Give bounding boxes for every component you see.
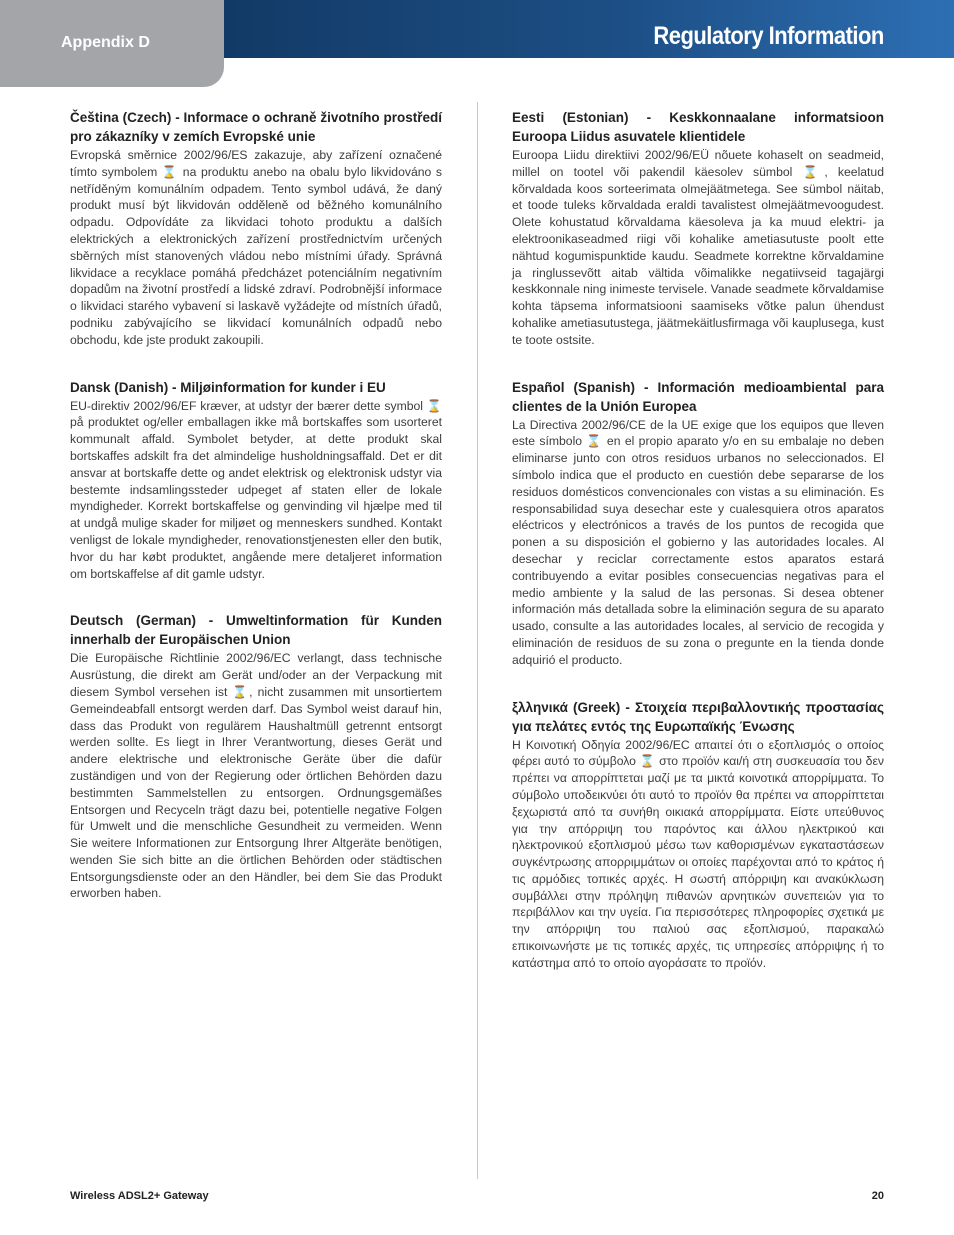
section-danish (70, 378, 442, 583)
section-body: Η Κοινοτική Οδηγία 2002/96/EC απαιτεί ότι ο εξοπλισμός ο οποίος φέρει αυτό το σύμβολο ⌛ στο προϊόν και/ή στη συσκευασία του δεν πρέπει να απορρίπτεται μαζί με τα μικτά κοινοτικά απορρίμματα. Το σύμβολο υποδεικνύει ότι αυτό το προϊόν θα πρέπει να απορρίπτεται ξεχωριστά από τα συνήθη οικιακά απορρίμματα. Είστε υπεύθυνος για την απόρριψη του παρόντος και άλλου ηλεκτρικού και ηλεκτρονικού εξοπλισμού μέσω των καθορισμένων εγκαταστάσεων συγκέντρωσης απορριμμάτων οι οποίες παρέχονται από το κράτος ή τις αρμόδιες τοπικές αρχές. Η σωστή απόρριψη και ανακύκλωση συμβάλλει στην πρόληψη πιθανών αρνητικών συνεπειών για το περιβάλλον και την υγεία. Για περισσότερες πληροφορίες σχετικά με την απόρριψη του παλιού σας εξοπλισμού, παρακαλώ επικοινωνήστε με τις τοπικές αρχές, τις υπηρεσίες απόρριψης ή το κατάστημα από το οποίο αγοράσατε το προϊόν. (512, 737, 884, 970)
section-greek (512, 698, 884, 972)
title-banner (224, 0, 954, 58)
section-heading: Deutsch (German) - Umweltinformation für Kunden innerhalb der Europäischen Union (70, 613, 442, 648)
section-estonian (512, 108, 884, 349)
section-heading: Eesti (Estonian) - Keskkonnaalane informatsioon Euroopa Liidus asuvatele klientidele (512, 110, 884, 144)
section-heading: Čeština (Czech) - Informace o ochraně životního prostředí pro zákazníky v zemích Evropské unie (70, 110, 442, 144)
section-spanish (512, 378, 884, 669)
left-column (70, 108, 442, 931)
section-german (70, 611, 442, 902)
section-body: Die Europäische Richtlinie 2002/96/EC verlangt, dass technische Ausrüstung, die direkt am Gerät und/oder an der Verpackung mit diesem Symbol versehen ist ⌛, nicht zusammen mit unsortiertem Gemeindeabfall entsorgt werden darf. Das Symbol weist darauf hin, dass das Produkt von regulärem Haushaltmüll getrennt entsorgt werden sollte. Es liegt in Ihrer Verantwortung, dieses Gerät und andere elektrische und elektronische Geräte über die dafür zuständigen und von der Regierung oder örtlichen Behörden dazu bestimmten Sammelstellen zu entsorgen. Ordnungsgemäßes Entsorgen und Recyceln trägt dazu bei, potentielle negative Folgen für Umwelt und die menschliche Gesundheit zu vermeiden. Wenn Sie weitere Informationen zur Entsorgung Ihrer Altgeräte benötigen, wenden Sie sich bitte an die örtlichen Behörden oder städtischen Entsorgungsdienste oder an den Händler, bei dem Sie das Produkt erworben haben. (70, 651, 442, 901)
section-heading: ξλληνικά (Greek) - Στοιχεία περιβαλλοντικής προστασίας για πελάτες εντός της Ευρωπαϊκής Ένωσης (512, 699, 884, 734)
page-title: Regulatory Information (653, 22, 884, 50)
section-body: Euroopa Liidu direktiivi 2002/96/EÜ nõuete kohaselt on seadmeid, millel on tootel või pakendil käesolev sümbol ⌛, keelatud kõrvaldada koos sorteerimata olmejäätmetega. See sümbol näitab, et toode tuleks kõrvaldada eraldi tavalistest olmejäätmevoogudest. Olete kohustatud kõrvaldama käesoleva ja ka muud elektri- ja elektroonikaseadmed riigi või kohalike ametiasutuste poolt ette nähtud kogumispunktide kaudu. Seadmete korrektne kõrvaldamine ja ringlussevõtt aitab vältida võimalikke negatiivseid tagajärgi keskkonnale ning inimeste tervisele. Vanade seadmete kõrvaldamise kohta täpsema informatsiooni saamiseks võtke palun ühendust kohalike ametiasutustega, jäätmekäitlusfirmaga või kauplusega, kust te toote ostsite. (512, 148, 884, 347)
footer-product-name: Wireless ADSL2+ Gateway (70, 1190, 209, 1202)
section-heading: Dansk (Danish) - Miljøinformation for kunder i EU (70, 379, 386, 395)
appendix-tab (0, 0, 224, 87)
column-divider (477, 102, 478, 1179)
section-body: Evropská směrnice 2002/96/ES zakazuje, aby zařízení označené tímto symbolem ⌛ na produktu anebo na obalu bylo likvidováno s netříděným komunálním odpadem. Tento symbol udává, že daný produkt musí být likvidován odděleně od běžného komunálního odpadu. Odpovídáte za likvidaci tohoto produktu a dalších elektrických a elektronických zařízení prostřednictvím určených sběrných míst stanovených vládou nebo místními úřady. Správná likvidace a recyklace pomáhá předcházet potenciálním negativním dopadům na životní prostředí a lidské zdraví. Podrobnější informace o likvidaci starého vybavení si laskavě vyžádejte od místních úřadů, podniku zabývajícího se likvidací komunálních odpadů nebo obchodu, kde jste produkt zakoupili. (70, 148, 442, 347)
footer-page-number: 20 (871, 1190, 884, 1202)
right-column (512, 108, 884, 1001)
section-body: EU-direktiv 2002/96/EF kræver, at udstyr der bærer dette symbol ⌛ på produktet og/eller emballagen ikke må bortskaffes som usorteret kommunalt affald. Symbolet betyder, at dette produkt skal bortskaffes adskilt fra det almindelige husholdningsaffald. Det er dit ansvar at bortskaffe dette og andet elektrisk og elektronisk udstyr via bestemte indsamlingssteder udpeget af staten eller de lokale myndigheder. Korrekt bortskaffelse og genvinding vil hjælpe med til at undgå mulige skader for miljøet og menneskers sundhed. Kontakt venligst de lokale myndigheder, renovationstjenesten eller den butik, hvor du har købt produktet, angående mere detaljeret information om bortskaffelse af dit gamle udstyr. (70, 398, 442, 581)
appendix-label: Appendix D (61, 34, 150, 51)
section-body: La Directiva 2002/96/CE de la UE exige que los equipos que lleven este símbolo ⌛ en el propio aparato y/o en su embalaje no deben eliminarse junto con otros residuos urbanos no seleccionados. El símbolo indica que el producto en cuestión debe separarse de los residuos domésticos convencionales con vistas a su eliminación. Es responsabilidad suya desechar este y cualesquiera otros aparatos eléctricos y electrónicos a través de los puntos de recogida que ponen a su disposición el gobierno y las autoridades locales. Al desechar y reciclar correctamente estos aparatos estará contribuyendo a evitar posibles consecuencias negativas para el medio ambiente y la salud de las personas. Si desea obtener información más detallada sobre la eliminación segura de su aparato usado, consulte a las autoridades locales, al servicio de recogida y eliminación de residuos de su zona o pregunte en la tienda donde adquirió el producto. (512, 417, 884, 667)
section-czech (70, 108, 442, 349)
section-heading: Español (Spanish) - Información medioambiental para clientes de la Unión Europea (512, 379, 884, 414)
